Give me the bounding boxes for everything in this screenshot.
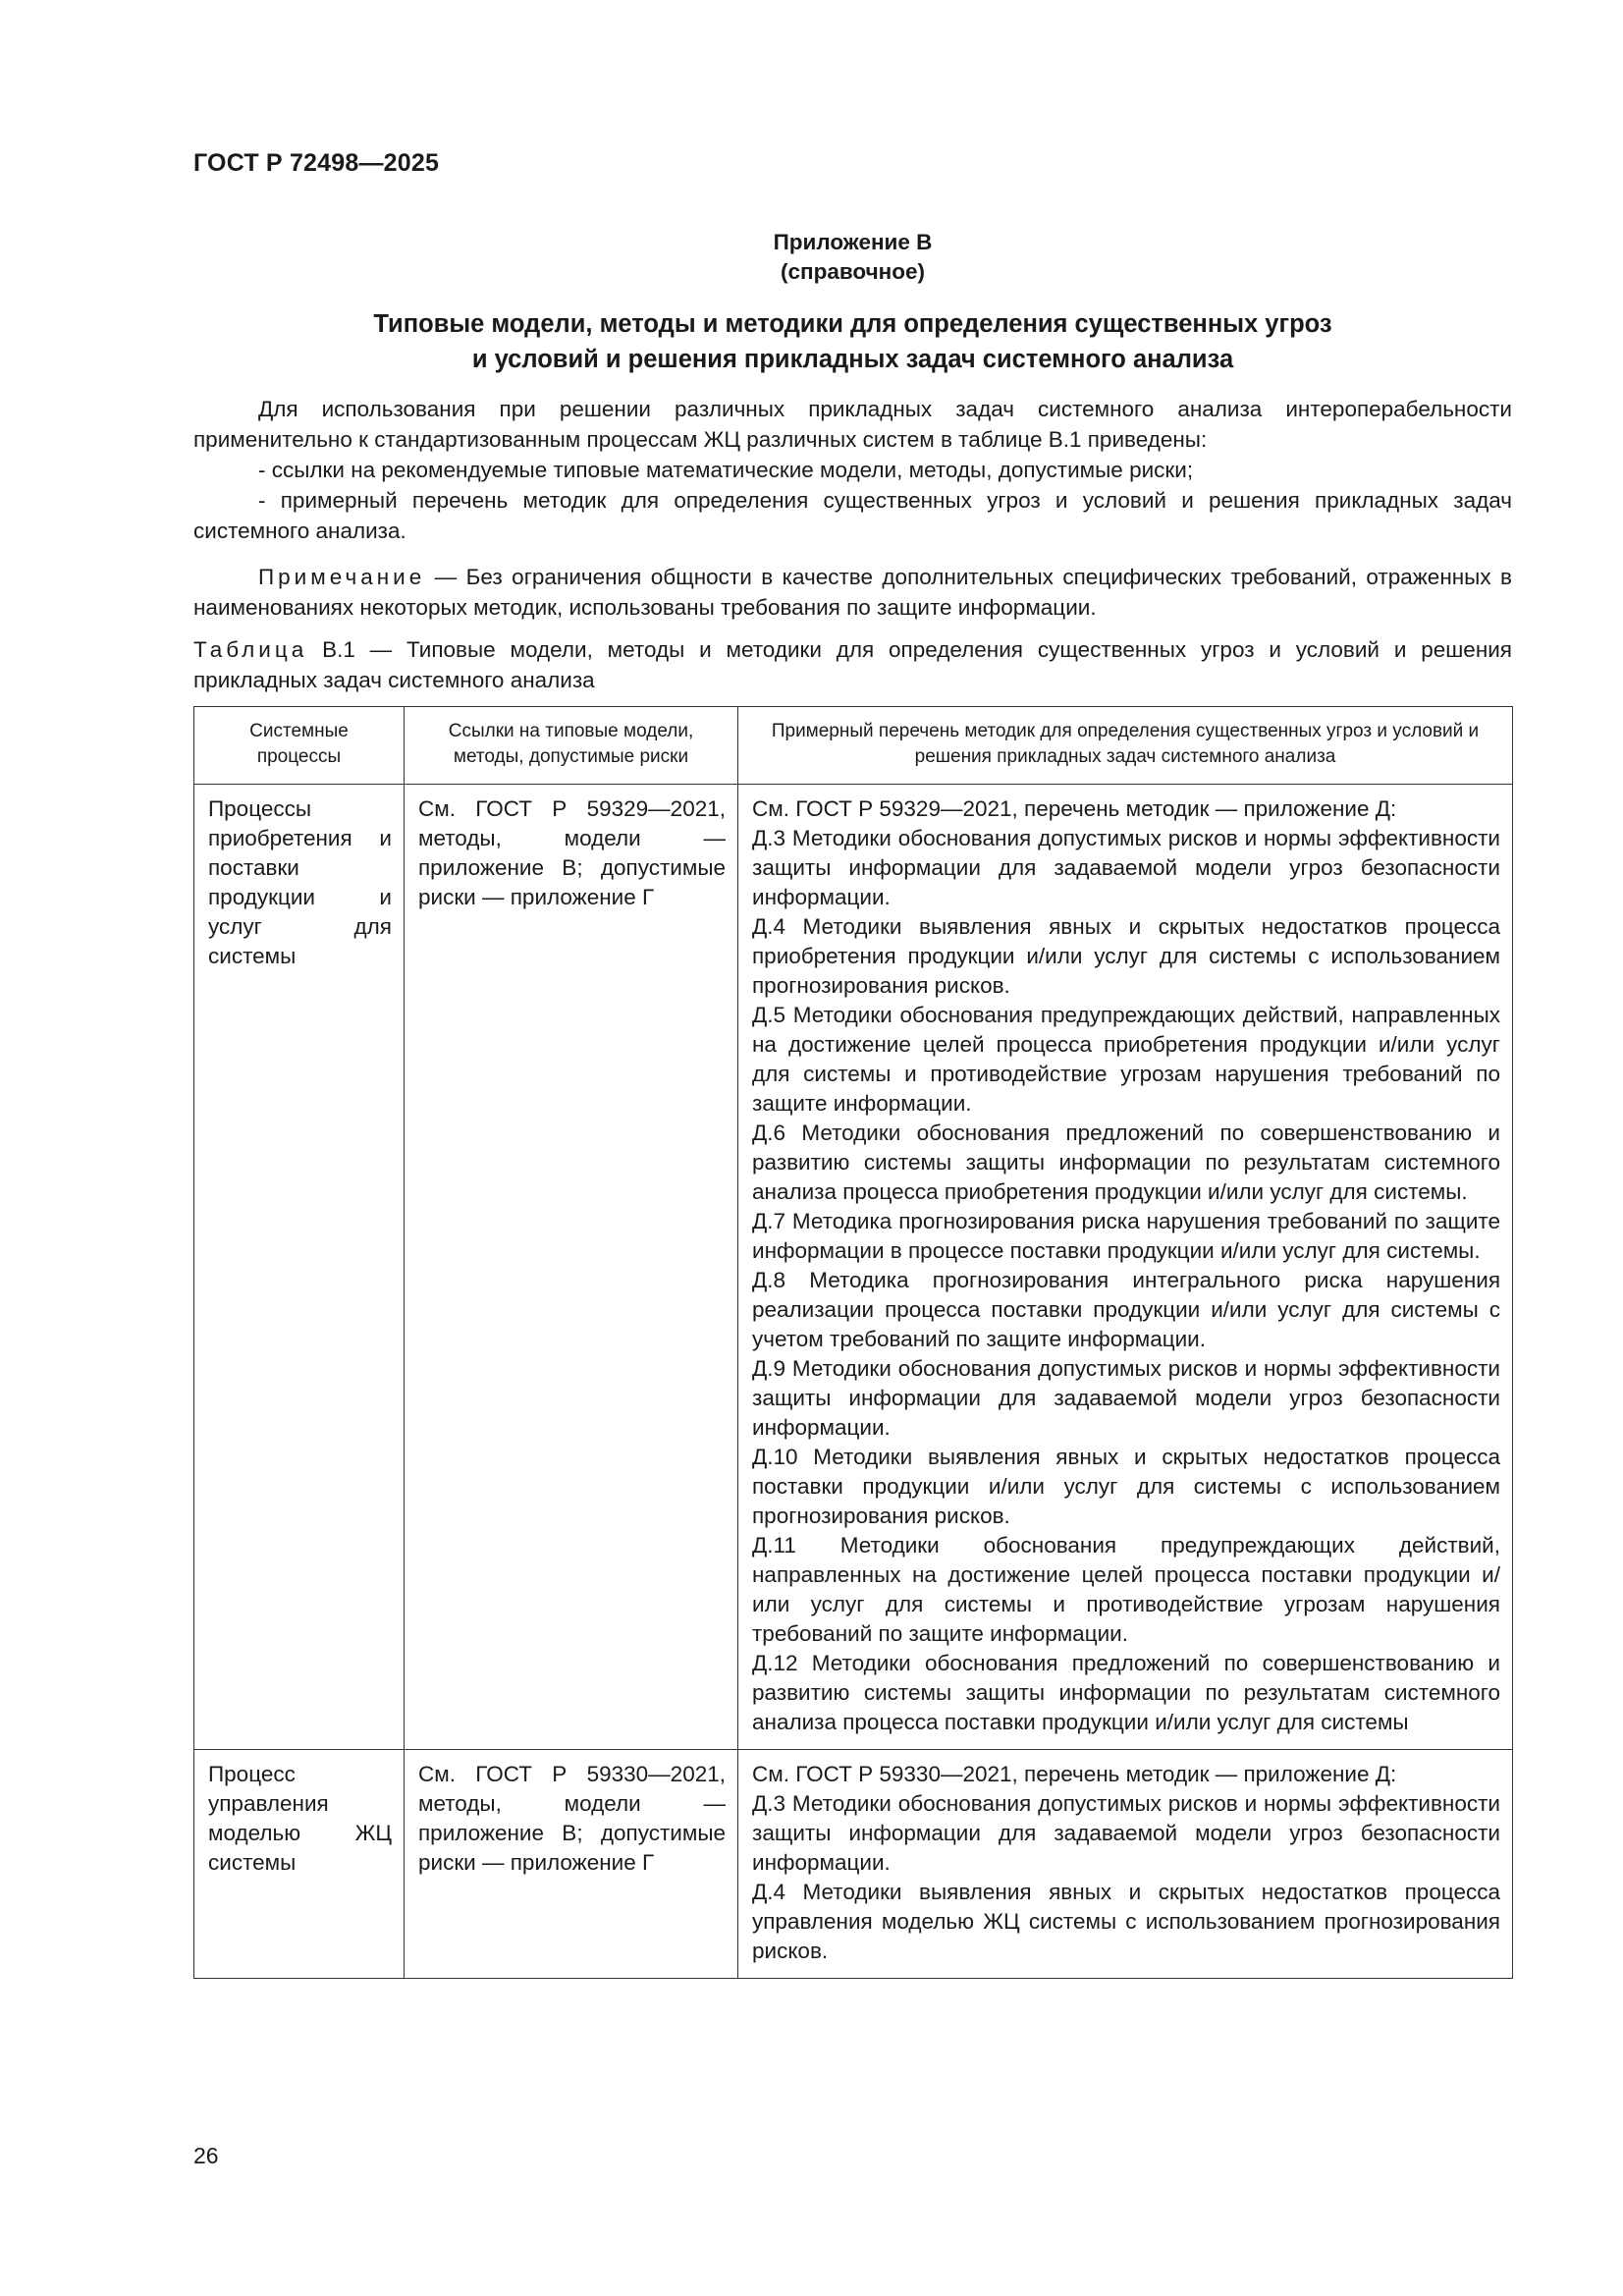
method-item: Д.11 Методики обоснования предупреждающих действий, направленных на достижение целей процесса поставки продукции и/или услуг для системы и противодействие угрозам нарушения требований по защите информации.	[752, 1533, 1500, 1646]
caption-label: Таблица	[193, 637, 308, 662]
appendix-heading	[193, 228, 1512, 287]
page-number: 26	[193, 2143, 219, 2168]
table-row	[194, 1750, 1513, 1979]
appendix-kind: (справочное)	[781, 259, 925, 284]
process-cell: Процессы приобретения и поставки продукции и услуг для системы	[194, 785, 405, 1750]
header-processes: Системные процессы	[194, 707, 405, 785]
method-item: Д.4 Методики выявления явных и скрытых недостатков процесса приобретения продукции и/или услуг для системы с использованием прогнозирования рисков.	[752, 914, 1500, 998]
method-item: Д.7 Методика прогнозирования риска нарушения требований по защите информации в процессе поставки продукции и/или услуг для системы.	[752, 1209, 1500, 1263]
methods-cell	[738, 785, 1513, 1750]
main-title-line-1: Типовые модели, методы и методики для определения существенных угроз	[373, 310, 1332, 338]
table-header-row	[194, 707, 1513, 785]
table-caption	[193, 634, 1512, 695]
method-item: См. ГОСТ Р 59330—2021, перечень методик — приложение Д:	[752, 1762, 1397, 1786]
intro-list-item: - ссылки на рекомендуемые типовые математические модели, методы, допустимые риски;	[258, 458, 1194, 482]
document-id: ГОСТ Р 72498—2025	[193, 149, 440, 177]
method-item: Д.4 Методики выявления явных и скрытых недостатков процесса управления моделью ЖЦ системы с использованием прогнозирования рисков.	[752, 1880, 1500, 1963]
methods-table	[193, 706, 1513, 1979]
main-title	[193, 306, 1512, 377]
note-text: — Без ограничения общности в качестве дополнительных специфических требований, отраженных в наименованиях некоторых методик, использованы требования по защите информации.	[193, 565, 1512, 620]
references-cell: См. ГОСТ Р 59330—2021, методы, модели — приложение В; допустимые риски — приложение Г	[405, 1750, 738, 1979]
method-item: Д.5 Методики обоснования предупреждающих действий, направленных на достижение целей процесса приобретения продукции и/или услуг для системы и противодействие угрозам нарушения требований по защите информации.	[752, 1003, 1500, 1116]
caption-text: В.1 — Типовые модели, методы и методики для определения существенных угроз и условий и решения прикладных задач системного анализа	[193, 637, 1512, 692]
intro-paragraph: Для использования при решении различных прикладных задач системного анализа интероперабельности применительно к стандартизованным процессам ЖЦ различных систем в таблице В.1 приведены:	[193, 397, 1512, 452]
method-item: Д.3 Методики обоснования допустимых рисков и нормы эффективности защиты информации для задаваемой модели угроз безопасности информации.	[752, 826, 1500, 909]
appendix-title: Приложение В	[773, 230, 933, 254]
method-item: Д.12 Методики обоснования предложений по совершенствованию и развитию системы защиты информации по результатам системного анализа процесса поставки продукции и/или услуг для системы	[752, 1651, 1500, 1734]
method-item: См. ГОСТ Р 59329—2021, перечень методик — приложение Д:	[752, 796, 1397, 821]
note	[193, 562, 1512, 623]
methods-cell	[738, 1750, 1513, 1979]
header-references: Ссылки на типовые модели, методы, допустимые риски	[405, 707, 738, 785]
intro-text	[193, 394, 1512, 546]
intro-list-item: - примерный перечень методик для определения существенных угроз и условий и решения прикладных задач системного анализа.	[193, 488, 1512, 543]
method-item: Д.3 Методики обоснования допустимых рисков и нормы эффективности защиты информации для задаваемой модели угроз безопасности информации.	[752, 1791, 1500, 1875]
method-item: Д.9 Методики обоснования допустимых рисков и нормы эффективности защиты информации для задаваемой модели угроз безопасности информации.	[752, 1356, 1500, 1440]
method-item: Д.10 Методики выявления явных и скрытых недостатков процесса поставки продукции и/или услуг для системы с использованием прогнозирования рисков.	[752, 1445, 1500, 1528]
main-title-line-2: и условий и решения прикладных задач системного анализа	[471, 346, 1234, 373]
process-cell: Процесс управления моделью ЖЦ системы	[194, 1750, 405, 1979]
method-item: Д.8 Методика прогнозирования интегрального риска нарушения реализации процесса поставки продукции и/или услуг для системы с учетом требований по защите информации.	[752, 1268, 1500, 1351]
method-item: Д.6 Методики обоснования предложений по совершенствованию и развитию системы защиты информации по результатам системного анализа процесса приобретения продукции и/или услуг для системы.	[752, 1121, 1500, 1204]
header-methods: Примерный перечень методик для определения существенных угроз и условий и решения прикладных задач системного анализа	[738, 707, 1513, 785]
note-label: Примечание	[258, 565, 426, 589]
table-row	[194, 785, 1513, 1750]
references-cell: См. ГОСТ Р 59329—2021, методы, модели — приложение В; допустимые риски — приложение Г	[405, 785, 738, 1750]
